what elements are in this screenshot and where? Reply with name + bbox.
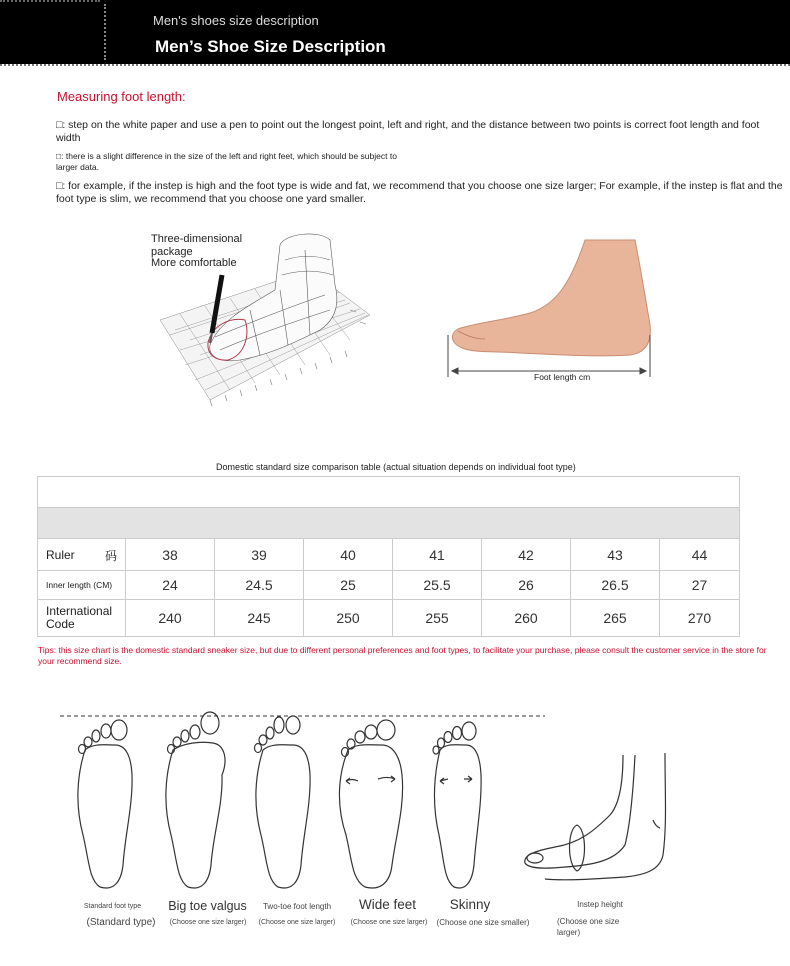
header-banner [0, 0, 790, 64]
wide-foot-icon [339, 720, 402, 888]
corner-divider [0, 0, 100, 3]
table-cell: 38 [125, 539, 214, 570]
skinny-foot-icon [433, 722, 481, 888]
row-label-ruler [38, 539, 125, 570]
foot-length-caption: Foot length cm [534, 372, 591, 382]
more-comfortable-label: More comfortable [151, 257, 237, 269]
table-cell: 42 [481, 539, 570, 570]
page-title: Men’s Shoe Size Description [155, 37, 386, 56]
ruler-label: Ruler [46, 547, 75, 562]
table-cell: 250 [303, 600, 392, 636]
foot-length-illustration [440, 235, 660, 390]
foot-type-label-bottom: (Choose one size larger) [557, 917, 620, 937]
instruction-step-1: □: step on the white paper and use a pen to point out the longest point, left and right, and the distance between two points is correct foot length and foot width [56, 119, 760, 144]
table-cell: 25.5 [392, 571, 481, 599]
foot-type-label-top: Standard foot type [83, 903, 142, 910]
foot-type-label-bottom: (Choose one size larger) [169, 919, 247, 926]
foot-type-label-top: Two-toe foot length [262, 902, 332, 911]
instep-height-foot-icon [525, 753, 666, 880]
table-cell: 255 [392, 600, 481, 636]
ruler-label-suffix: 码 [104, 549, 117, 563]
table-blank-row [38, 477, 739, 508]
big-toe-valgus-foot-icon [166, 712, 225, 888]
size-table-caption: Domestic standard size comparison table (actual situation depends on individual foot type) [216, 462, 576, 472]
size-table [37, 476, 740, 637]
table-cell: 260 [481, 600, 570, 636]
foot-type-label-bottom: (Choose one size smaller) [436, 918, 530, 927]
row-label-international-code: International Code [46, 604, 113, 631]
table-cell: 40 [303, 539, 392, 570]
header-bottom-divider [0, 64, 790, 66]
table-cell: 265 [570, 600, 659, 636]
instruction-step-3: □: for example, if the instep is high and the foot type is wide and fat, we recommend that you choose one size larger; For example, if the instep is flat and the foot type is slim, we recommend that you choose one yard smaller. [56, 180, 783, 205]
instruction-step-2: □: there is a slight difference in the size of the left and right feet, which should be subject to larger data. [56, 151, 397, 172]
foot-type-label-top: Wide feet [358, 897, 417, 912]
table-row [38, 539, 739, 571]
table-cell: 25 [303, 571, 392, 599]
three-dimensional-label: Three-dimensional package [151, 233, 243, 258]
header-vertical-divider [104, 4, 106, 60]
table-row [38, 571, 739, 600]
foot-type-label-bottom: (Standard type) [86, 917, 156, 928]
standard-foot-icon [78, 720, 132, 888]
two-toe-foot-icon [255, 716, 311, 888]
foot-type-label-top: Skinny [449, 897, 491, 912]
table-cell: 41 [392, 539, 481, 570]
row-label-inner-length: Inner length (CM) [46, 580, 113, 590]
table-cell: 27 [659, 571, 739, 599]
table-cell: 24 [125, 571, 214, 599]
table-cell: 26.5 [570, 571, 659, 599]
foot-type-label-top: Big toe valgus [168, 899, 247, 913]
table-cell: 270 [659, 600, 739, 636]
measuring-title: Measuring foot length: [57, 89, 186, 104]
header-subtitle: Men's shoes size description [153, 13, 319, 28]
table-cell: 43 [570, 539, 659, 570]
foot-types-illustration [55, 705, 775, 905]
table-cell: 44 [659, 539, 739, 570]
foot-type-label-bottom: (Choose one size larger) [350, 919, 428, 926]
table-cell: 240 [125, 600, 214, 636]
foot-type-label-bottom: (Choose one size larger) [258, 919, 336, 926]
table-cell: 245 [214, 600, 303, 636]
table-cell: 24.5 [214, 571, 303, 599]
foot-type-label-top: Instep height [577, 900, 623, 909]
tips-note: Tips: this size chart is the domestic standard sneaker size, but due to different personal preferences and foot types, to facilitate your purchase, please consult the customer service in the store for your recommend size. [38, 645, 767, 666]
bare-foot [452, 240, 650, 356]
table-cell: 26 [481, 571, 570, 599]
table-header-band [38, 508, 739, 539]
table-cell: 39 [214, 539, 303, 570]
table-row [38, 600, 739, 636]
